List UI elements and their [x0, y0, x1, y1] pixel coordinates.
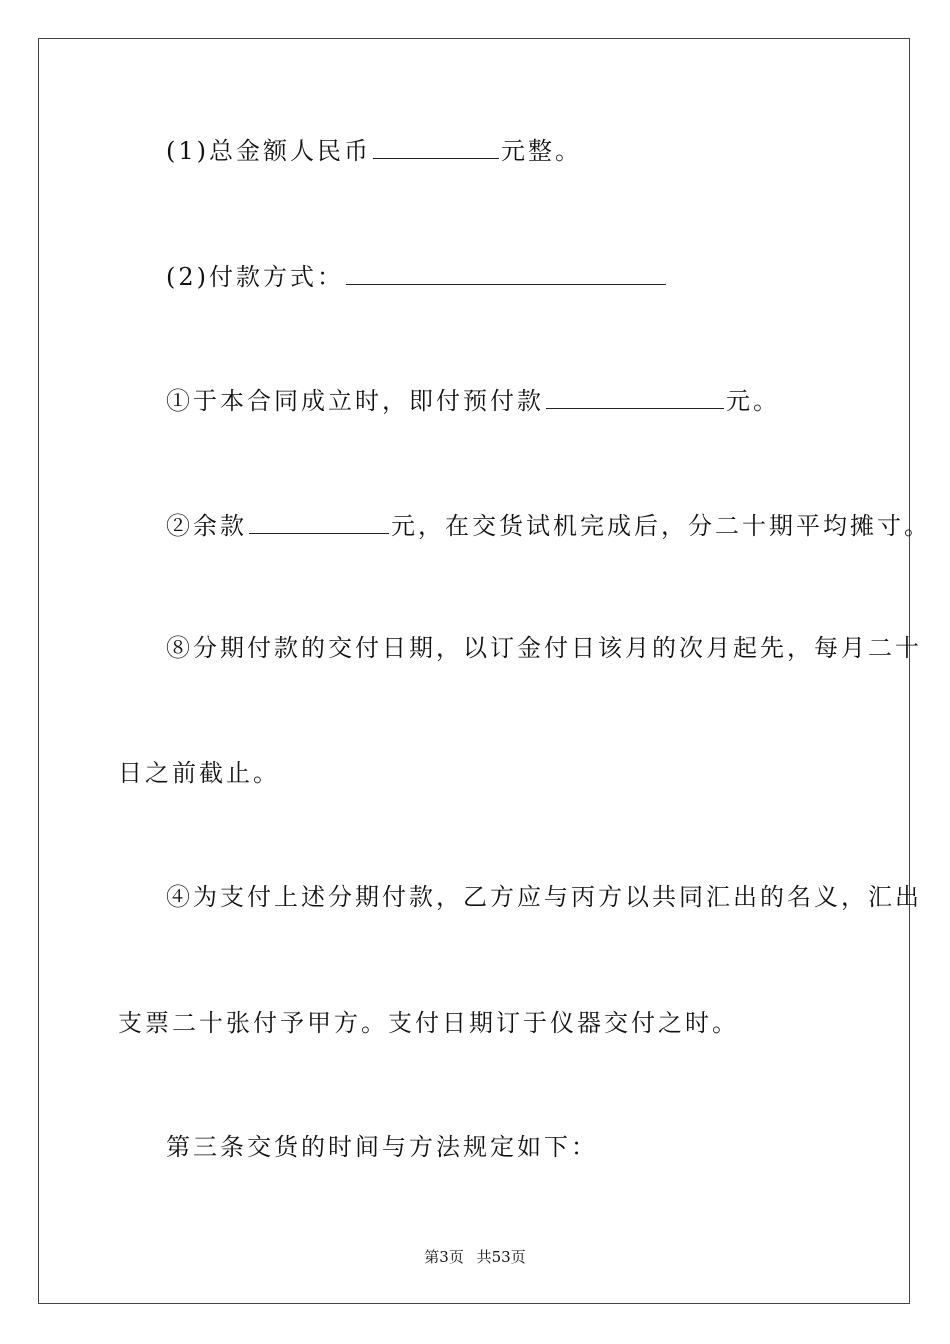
text-balance-terms: 元，在交货试机完成后，分二十期平均摊寸。 — [391, 512, 931, 540]
paragraph-balance — [166, 511, 931, 541]
text-advance-payment-suffix: 元。 — [726, 387, 780, 415]
paragraph-article-three: 第三条交货的时间与方法规定如下： — [166, 1133, 598, 1161]
page-footer — [0, 1246, 950, 1267]
text-payment-method-label: (2)付款方式： — [166, 263, 344, 291]
page-border — [38, 38, 910, 1304]
footer-total-pages: 共53页 — [476, 1248, 526, 1266]
text-balance-label: ②余款 — [166, 512, 247, 540]
paragraph-installment-date-line1: ⑧分期付款的交付日期，以订金付日该月的次月起先，每月二十 — [166, 634, 922, 662]
paragraph-advance-payment — [166, 386, 780, 416]
text-advance-payment: ①于本合同成立时，即付预付款 — [166, 387, 544, 415]
blank-balance — [249, 511, 389, 534]
blank-advance-payment — [546, 386, 724, 409]
paragraph-checks-line1: ④为支付上述分期付款，乙方应与丙方以共同汇出的名义，汇出 — [166, 883, 922, 911]
paragraph-checks-line2: 支票二十张付予甲方。支付日期订于仪器交付之时。 — [118, 1009, 739, 1037]
paragraph-installment-date-line2: 日之前截止。 — [118, 759, 280, 787]
blank-total-amount — [373, 136, 499, 159]
text-total-amount-label: (1)总金额人民币 — [166, 137, 371, 165]
paragraph-payment-method — [166, 262, 668, 292]
blank-payment-method — [346, 262, 666, 285]
paragraph-total-amount — [166, 136, 582, 166]
footer-page-number: 第3页 — [424, 1248, 464, 1266]
text-total-amount-suffix: 元整。 — [501, 137, 582, 165]
